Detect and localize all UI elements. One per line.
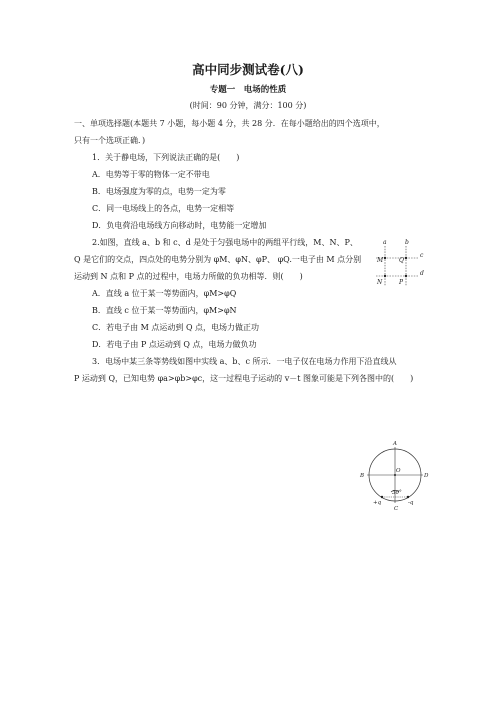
page-title: 高中同步测试卷(八) — [192, 62, 304, 77]
plus-charge-point — [381, 496, 383, 498]
section-heading-line1: 一、单项选择题(本题共 7 小题，每小题 4 分，共 28 分．在每小题给出的四个选项中， — [74, 119, 385, 128]
question-3-line2: P 运动到 Q，已知电势 φa>φb>φc，这一过程电子运动的 v－t 图象可能是下列各图中的( ) — [74, 374, 414, 383]
question-2-line1: 2.如图，直线 a、b 和 c、d 是处于匀强电场中的两组平行线，M、N、P、 — [92, 238, 358, 247]
label-a: A — [393, 441, 397, 447]
minus-charge-point — [407, 496, 409, 498]
label-minus-q: -q — [408, 500, 414, 506]
point-q — [405, 257, 407, 259]
question-2-option-c: C．若电子由 M 点运动到 Q 点，电场力做正功 — [92, 323, 260, 332]
exam-meta: (时间：90 分钟，满分：100 分) — [189, 101, 307, 110]
section-heading-line2: 只有一个选项正确．) — [74, 136, 146, 145]
circle-charges-figure — [358, 440, 434, 512]
label-a: a — [383, 239, 387, 246]
label-plus-q: +q — [373, 500, 382, 506]
label-m: M — [377, 257, 384, 264]
question-2-line3: 运动到 N 点和 P 点的过程中，电场力所做的负功相等．则( ) — [74, 272, 303, 281]
question-3-line1: 3．电场中某三条等势线如图中实线 a、b、c 所示．一电子仅在电场力作用下沿直线从 — [92, 357, 397, 366]
question-2-option-b: B．直线 c 位于某一等势面内，φM>φN — [92, 306, 237, 315]
parallel-lines-figure — [372, 238, 428, 288]
point-n — [384, 275, 386, 277]
point-p — [405, 275, 407, 277]
question-2-option-a: A．直线 a 位于某一等势面内，φM>φQ — [92, 289, 237, 298]
question-2-line2: Q 是它们的交点，四点处的电势分别为 φM、φN、φP、 φQ.一电子由 M 点分别 — [74, 255, 362, 264]
label-c: c — [420, 252, 424, 259]
topic-subtitle: 专题一 电场的性质 — [209, 85, 287, 95]
label-n: N — [377, 279, 383, 286]
label-p: P — [399, 279, 404, 286]
label-b: B — [360, 473, 365, 479]
label-q: Q — [399, 257, 404, 264]
question-1-option-d: D．负电荷沿电场线方向移动时，电势能一定增加 — [92, 221, 267, 230]
label-c: C — [394, 506, 399, 512]
question-1-stem: 1．关于静电场，下列说法正确的是( ) — [92, 153, 240, 162]
question-2-option-d: D．若电子由 P 点运动到 Q 点，电场力做负功 — [92, 340, 257, 349]
label-o: O — [396, 468, 401, 474]
question-1-option-b: B．电场强度为零的点，电势一定为零 — [92, 187, 226, 196]
label-d: d — [420, 270, 424, 277]
center-point — [394, 474, 396, 476]
label-angle: 30° — [392, 490, 402, 496]
question-1-option-a: A．电势等于零的物体一定不带电 — [92, 170, 210, 179]
label-b: b — [405, 239, 409, 246]
point-m — [384, 257, 386, 259]
label-d: D — [424, 473, 429, 479]
question-1-option-c: C．同一电场线上的各点，电势一定相等 — [92, 204, 235, 213]
